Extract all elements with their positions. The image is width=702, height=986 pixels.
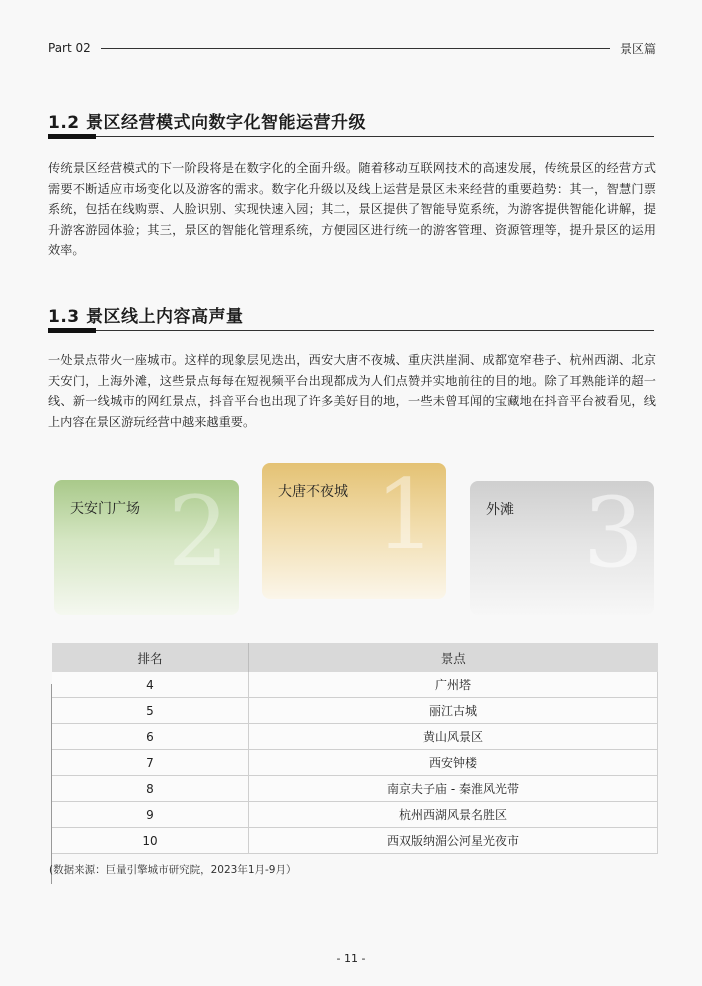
podium-card-rank-1 (262, 463, 446, 599)
podium-name: 外滩 (486, 502, 514, 518)
part-label: Part 02 (48, 41, 91, 55)
heading-accent-bar (48, 134, 96, 139)
data-source-note: (数据来源：巨量引擎城市研究院，2023年1月-9月） (49, 864, 297, 876)
section-1-2-heading (48, 108, 654, 133)
table-row (52, 672, 658, 698)
cell-rank: 6 (52, 724, 249, 750)
table-row (52, 750, 658, 776)
podium-name: 天安门广场 (70, 501, 140, 517)
cell-attraction: 西安钟楼 (249, 750, 658, 776)
table-row (52, 802, 658, 828)
section-1-3-title: 1.3 景区线上内容高声量 (48, 307, 244, 327)
page-number: - 11 - (336, 952, 366, 965)
podium-card-rank-3 (470, 481, 654, 615)
table-row (52, 724, 658, 750)
page-header (48, 38, 656, 58)
ranking-table (52, 643, 658, 854)
podium-card-rank-2 (54, 480, 239, 615)
heading-rule (48, 136, 654, 137)
cell-attraction: 西双版纳湄公河星光夜市 (249, 828, 658, 854)
table-left-rule (51, 684, 52, 884)
section-label: 景区篇 (619, 41, 656, 56)
header-rank: 排名 (52, 643, 249, 672)
podium-name: 大唐不夜城 (278, 484, 348, 500)
cell-rank: 7 (52, 750, 249, 776)
header-attraction: 景点 (249, 643, 658, 672)
heading-accent-bar (48, 328, 96, 333)
cell-rank: 9 (52, 802, 249, 828)
cell-rank: 4 (52, 672, 249, 698)
cell-attraction: 杭州西湖风景名胜区 (249, 802, 658, 828)
table-row (52, 776, 658, 802)
section-1-2-paragraph: 传统景区经营模式的下一阶段将是在数字化的全面升级。随着移动互联网技术的高速发展，传统景区的经营方式需要不断适应市场变化以及游客的需求。数字化升级以及线上运营是景区未来经营的重要趋势：其一，智慧门票系统，包括在线购票、人脸识别、实现快速入园；其二，景区提供了智能导览系统，为游客提供智能化讲解，提升游客游园体验；其三，景区的智能化管理系统，方便园区进行统一的游客管理、资源管理等，提升景区的运用效率。 (48, 161, 656, 257)
section-1-2-title: 1.2 景区经营模式向数字化智能运营升级 (48, 113, 367, 133)
cell-attraction: 黄山风景区 (249, 724, 658, 750)
cell-attraction: 南京夫子庙 - 秦淮风光带 (249, 776, 658, 802)
cell-attraction: 广州塔 (249, 672, 658, 698)
rank-number: 2 (167, 480, 229, 588)
section-1-3-paragraph: 一处景点带火一座城市。这样的现象层见迭出，西安大唐不夜城、重庆洪崖洞、成都宽窄巷子、杭州西湖、北京天安门，上海外滩，这些景点每每在短视频平台出现都成为人们点赞并实地前往的目的地。除了耳熟能详的超一线、新一线城市的网红景点，抖音平台也出现了许多美好目的地，一些未曾耳闻的宝藏地在抖音平台被看见，线上内容在景区游玩经营中越来越重要。 (48, 353, 656, 429)
heading-rule (48, 330, 654, 331)
table-header-row (52, 643, 658, 672)
table-row (52, 698, 658, 724)
cell-rank: 8 (52, 776, 249, 802)
rank-number: 3 (582, 481, 644, 589)
header-rule (101, 48, 610, 49)
section-1-3-heading (48, 302, 654, 327)
cell-attraction: 丽江古城 (249, 698, 658, 724)
cell-rank: 5 (52, 698, 249, 724)
table-row (52, 828, 658, 854)
rank-number: 1 (374, 463, 436, 571)
cell-rank: 10 (52, 828, 249, 854)
